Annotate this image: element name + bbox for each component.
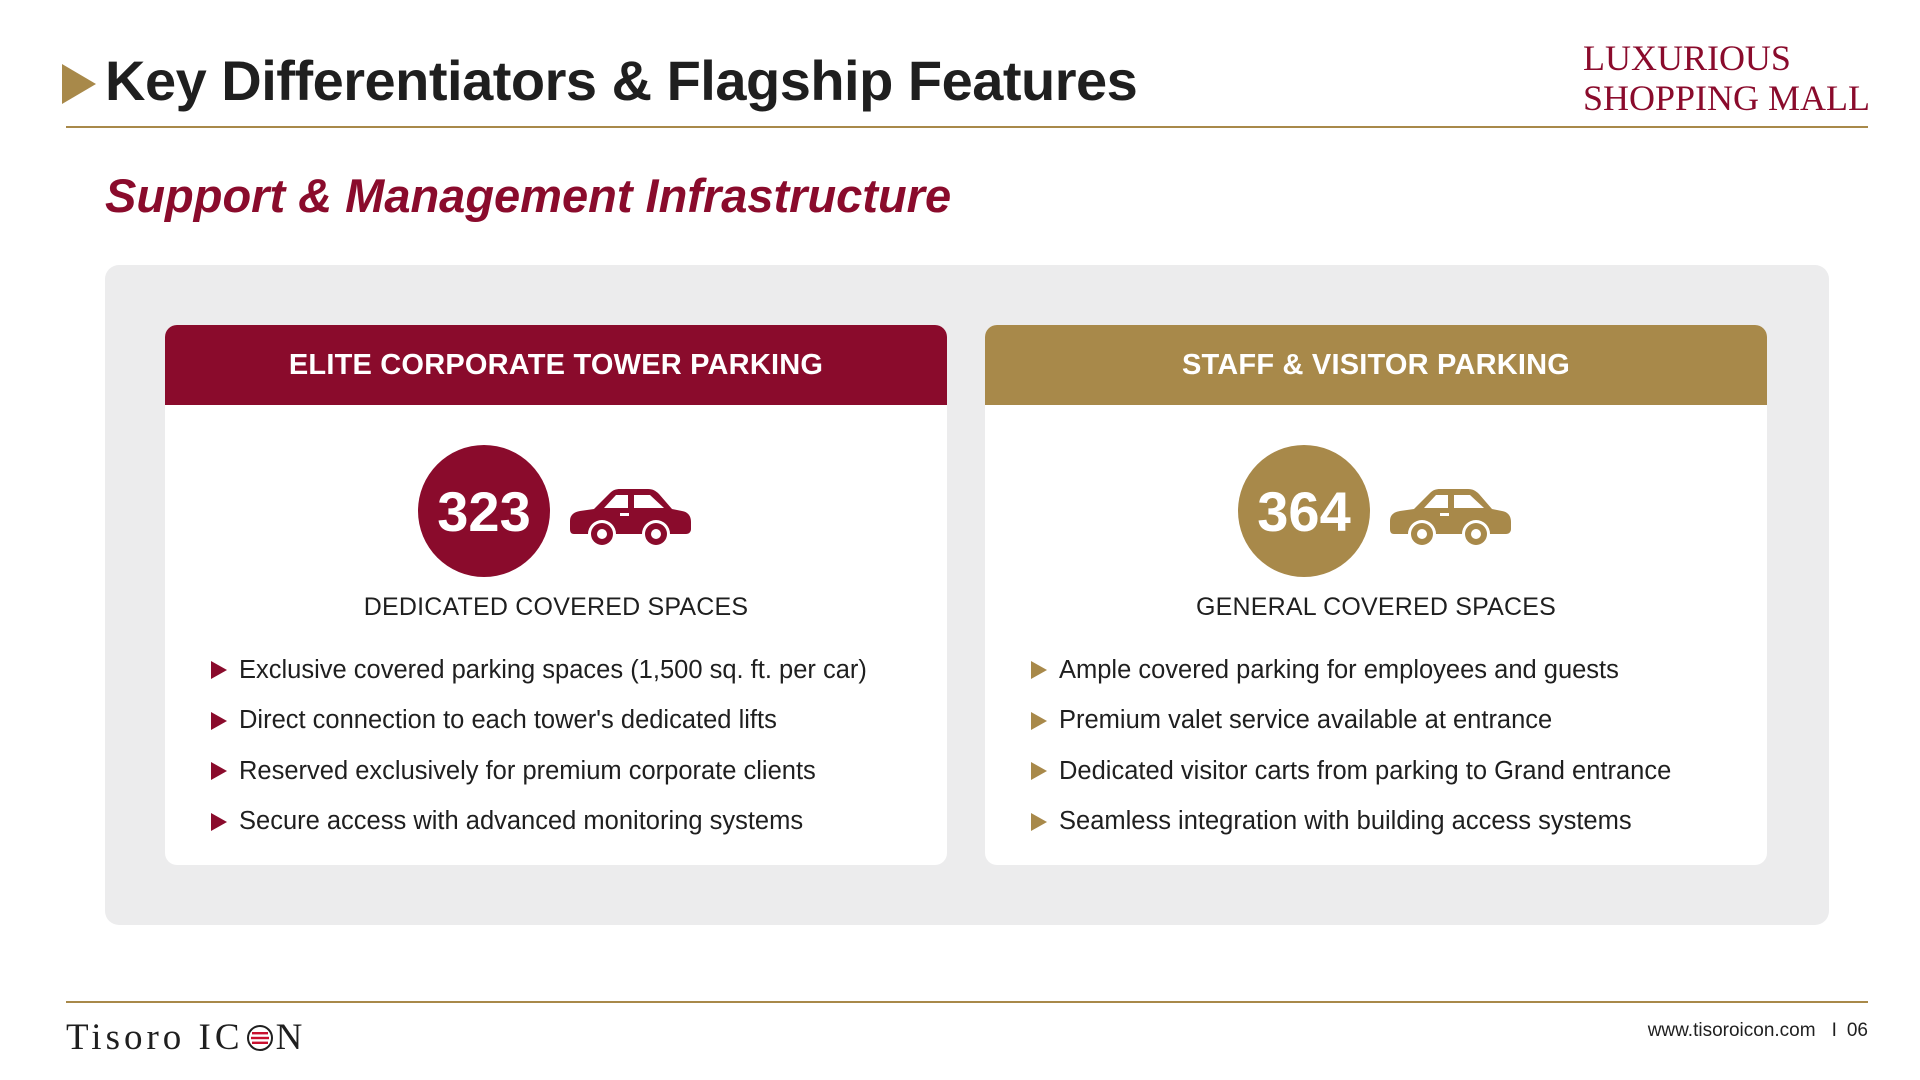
company-logo bbox=[66, 1016, 306, 1059]
footer-separator: I bbox=[1831, 1020, 1837, 1041]
feature-list bbox=[211, 645, 927, 847]
stat-row bbox=[985, 445, 1767, 577]
bullet-arrow-icon bbox=[211, 762, 227, 780]
list-item-text: Seamless integration with building access systems bbox=[1059, 807, 1632, 836]
list-item-text: Reserved exclusively for premium corporate clients bbox=[239, 756, 816, 785]
stat-badge: 323 bbox=[418, 445, 550, 577]
list-item-text: Direct connection to each tower's dedicated lifts bbox=[239, 706, 777, 735]
bullet-arrow-icon bbox=[1031, 712, 1047, 730]
brand-tagline bbox=[1583, 38, 1870, 118]
feature-list bbox=[1031, 645, 1747, 847]
list-item bbox=[211, 696, 927, 747]
card-heading: STAFF & VISITOR PARKING bbox=[985, 325, 1767, 405]
list-item-text: Exclusive covered parking spaces (1,500 sq. ft. per car) bbox=[239, 655, 867, 684]
card-heading: ELITE CORPORATE TOWER PARKING bbox=[165, 325, 947, 405]
stat-badge: 364 bbox=[1238, 445, 1370, 577]
bullet-arrow-icon bbox=[211, 661, 227, 679]
website-link[interactable]: www.tisoroicon.com bbox=[1647, 1020, 1816, 1041]
list-item bbox=[1031, 645, 1747, 696]
bullet-arrow-icon bbox=[1031, 762, 1047, 780]
list-item-text: Dedicated visitor carts from parking to Grand entrance bbox=[1059, 756, 1672, 785]
bullet-arrow-icon bbox=[211, 712, 227, 730]
brand-tagline-line1: LUXURIOUS bbox=[1582, 38, 1791, 78]
list-item bbox=[1031, 746, 1747, 797]
list-item bbox=[211, 746, 927, 797]
list-item bbox=[1031, 696, 1747, 747]
logo-text-start: Tisoro IC bbox=[66, 1017, 244, 1058]
stat-caption: DEDICATED COVERED SPACES bbox=[363, 593, 749, 621]
car-icon bbox=[564, 481, 694, 547]
list-item bbox=[211, 645, 927, 696]
bullet-arrow-icon bbox=[1031, 813, 1047, 831]
brand-tagline-line2: SHOPPING MALL bbox=[1582, 78, 1870, 118]
footer-meta bbox=[1648, 1020, 1868, 1042]
list-item bbox=[1031, 797, 1747, 848]
logo-emblem-icon bbox=[246, 1024, 274, 1052]
page-title: Key Differentiators & Flagship Features bbox=[105, 49, 1138, 112]
content-panel bbox=[105, 265, 1829, 925]
title-arrow-icon bbox=[62, 64, 96, 104]
list-item-text: Premium valet service available at entrance bbox=[1059, 706, 1553, 735]
staff-visitor-parking-card bbox=[985, 325, 1767, 865]
bullet-arrow-icon bbox=[211, 813, 227, 831]
list-item-text: Ample covered parking for employees and guests bbox=[1059, 655, 1619, 684]
footer-divider bbox=[66, 1001, 1868, 1003]
list-item bbox=[211, 797, 927, 848]
car-icon bbox=[1384, 481, 1514, 547]
bullet-arrow-icon bbox=[1031, 661, 1047, 679]
stat-row bbox=[165, 445, 947, 577]
stat-caption: GENERAL COVERED SPACES bbox=[1195, 593, 1557, 621]
page-number: 06 bbox=[1846, 1020, 1868, 1041]
header-divider bbox=[66, 126, 1868, 128]
elite-parking-card bbox=[165, 325, 947, 865]
section-subtitle: Support & Management Infrastructure bbox=[105, 169, 952, 222]
logo-text-end: N bbox=[275, 1017, 307, 1058]
list-item-text: Secure access with advanced monitoring systems bbox=[239, 807, 804, 836]
